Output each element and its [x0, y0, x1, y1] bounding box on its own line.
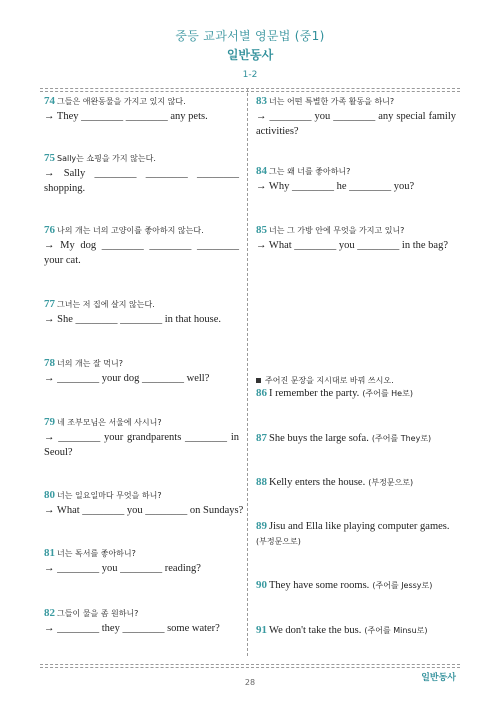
instruction-text: 주어진 문장을 지시대로 바꿔 쓰시오.: [265, 376, 394, 385]
question-item: [44, 606, 244, 636]
question-number: 78: [44, 357, 55, 369]
rewrite-sentence: I remember the party.: [269, 388, 360, 399]
question-korean: 네 조부모님은 서울에 사시니?: [57, 418, 162, 427]
rewrite-instruction: (주어를 Minsu로): [364, 626, 428, 635]
rewrite-instruction: (주어를 They로): [371, 434, 432, 443]
answer-line: → ________ they ________ some water?: [44, 623, 220, 634]
rewrite-instruction: (주어를 He로): [362, 389, 413, 398]
answer-line-cont: Seoul?: [44, 447, 73, 458]
rewrite-item: [256, 431, 461, 446]
square-bullet-icon: [256, 378, 261, 383]
rewrite-item: [256, 623, 461, 638]
question-item: [44, 356, 244, 386]
answer-line: → Why ________ he ________ you?: [256, 181, 415, 192]
question-number: 85: [256, 224, 267, 236]
question-korean: 너의 개는 잘 먹니?: [57, 359, 123, 368]
question-korean: 나의 개는 너의 고양이를 좋아하지 않는다.: [57, 226, 204, 235]
column-divider: [247, 88, 248, 656]
question-item: [256, 164, 456, 194]
question-number: 91: [256, 624, 267, 636]
bottom-divider-2: [40, 667, 460, 668]
question-number: 79: [44, 416, 55, 428]
question-korean: 너는 어떤 특별한 가족 활동을 하니?: [269, 97, 395, 106]
answer-line: → What ________ you ________ on Sundays?: [44, 505, 244, 516]
question-number: 82: [44, 607, 55, 619]
question-korean: 너는 일요일마다 무엇을 하니?: [57, 491, 162, 500]
question-number: 74: [44, 95, 55, 107]
rewrite-item: [256, 386, 456, 401]
question-item: [256, 223, 456, 253]
question-korean: Sally는 쇼핑을 가지 않는다.: [57, 154, 156, 163]
unit-label: 1-2: [242, 70, 258, 80]
answer-line: → They ________ ________ any pets.: [44, 111, 208, 122]
bottom-divider: [40, 664, 460, 665]
page-title: 중등 교과서별 영문법 (중1): [175, 29, 325, 43]
question-item: [44, 415, 239, 460]
question-number: 84: [256, 165, 267, 177]
question-number: 87: [256, 432, 267, 444]
answer-line-cont: shopping.: [44, 183, 86, 194]
rewrite-instruction: (부정문으로): [368, 478, 414, 487]
question-number: 90: [256, 579, 267, 591]
question-item: [44, 297, 244, 327]
question-korean: 그는 왜 너를 좋아하니?: [269, 167, 351, 176]
question-korean: 너는 독서를 좋아하니?: [57, 549, 136, 558]
question-item: [44, 223, 239, 268]
rewrite-item: [256, 475, 461, 490]
question-korean: 너는 그 가방 안에 무엇을 가지고 있니?: [269, 226, 405, 235]
answer-line: → ________ you ________ any special family: [256, 111, 456, 122]
answer-line: → Sally ________ ________ ________: [44, 168, 239, 179]
rewrite-sentence: Jisu and Ella like playing computer games.: [269, 521, 450, 532]
question-item: [256, 94, 456, 139]
question-number: 76: [44, 224, 55, 236]
question-korean: 그들은 애완동물을 가지고 있지 않다.: [57, 97, 186, 106]
question-number: 88: [256, 476, 267, 488]
question-item: [44, 546, 244, 576]
question-number: 81: [44, 547, 55, 559]
rewrite-item: [256, 519, 461, 549]
rewrite-instruction: (주어를 Jessy로): [372, 581, 433, 590]
answer-line: → What ________ you ________ in the bag?: [256, 240, 448, 251]
rewrite-sentence: She buys the large sofa.: [269, 433, 369, 444]
question-item: [44, 151, 239, 196]
top-divider: [40, 88, 460, 89]
question-number: 83: [256, 95, 267, 107]
answer-line-cont: activities?: [256, 126, 299, 137]
question-korean: 그들이 물을 좀 원하니?: [57, 609, 139, 618]
rewrite-sentence: Kelly enters the house.: [269, 477, 366, 488]
question-number: 89: [256, 520, 267, 532]
question-number: 75: [44, 152, 55, 164]
page-number: 28: [244, 678, 256, 687]
answer-line: → ________ you ________ reading?: [44, 563, 201, 574]
answer-line: → ________ your dog ________ well?: [44, 373, 210, 384]
question-number: 77: [44, 298, 55, 310]
page-subtitle: 일반동사: [226, 48, 274, 62]
footer-section-label: 일반동사: [421, 673, 456, 683]
top-divider-2: [40, 91, 460, 92]
answer-line: → My dog ________ ________ ________: [44, 240, 239, 251]
rewrite-sentence: They have some rooms.: [269, 580, 370, 591]
answer-line-cont: your cat.: [44, 255, 81, 266]
answer-line: → She ________ ________ in that house.: [44, 314, 222, 325]
question-number: 86: [256, 387, 267, 399]
rewrite-instruction: (부정문으로): [256, 537, 301, 546]
question-item: [44, 488, 244, 518]
answer-line: → ________ your grandparents ________ in: [44, 432, 239, 443]
rewrite-item: [256, 578, 461, 593]
question-korean: 그녀는 저 집에 살지 않는다.: [57, 300, 155, 309]
rewrite-sentence: We don't take the bus.: [269, 625, 362, 636]
question-number: 80: [44, 489, 55, 501]
question-item: [44, 94, 239, 124]
